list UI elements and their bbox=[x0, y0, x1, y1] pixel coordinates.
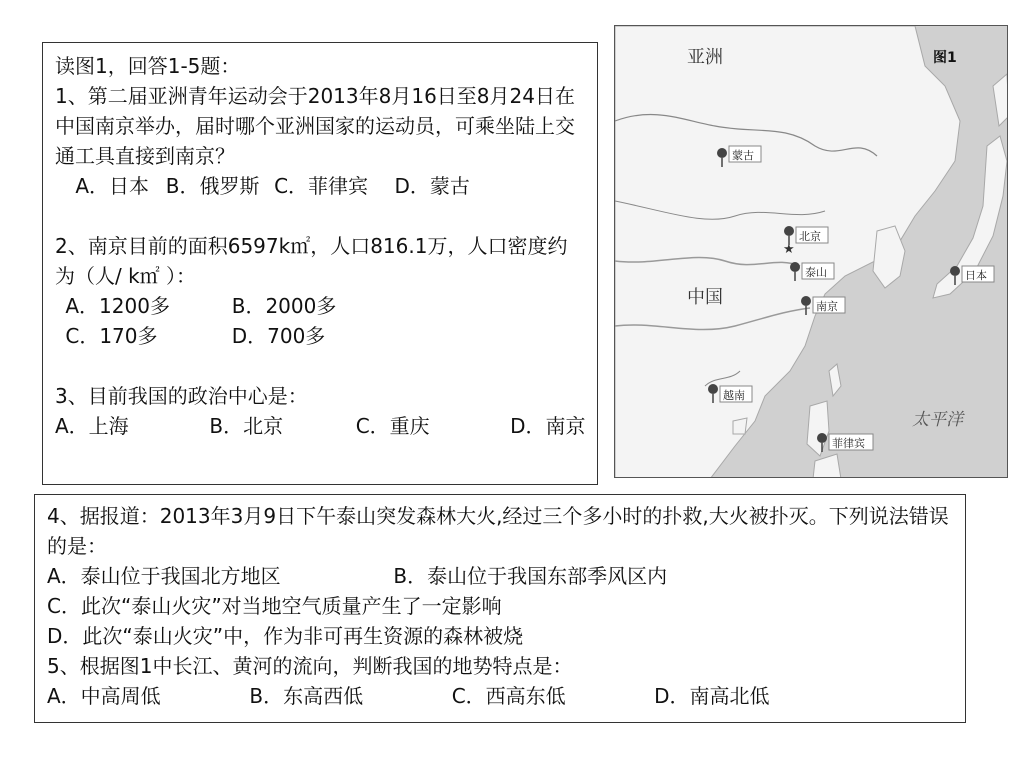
capital-star-icon: ★ bbox=[783, 242, 795, 257]
q5-option-d: D．南高北低 bbox=[654, 684, 770, 708]
region-label-asia: 亚洲 bbox=[687, 47, 723, 68]
question-4: 4、据报道：2013年3月9日下午泰山突发森林大火,经过三个多小时的扑救,大火被扑灭。下列说法错误的是： bbox=[47, 504, 949, 558]
q2-option-b: B．2000多 bbox=[231, 294, 337, 318]
q1-option-b: B．俄罗斯 bbox=[165, 174, 260, 198]
q5-option-b: B．东高西低 bbox=[249, 684, 364, 708]
q2-option-c: C．170多 bbox=[65, 324, 158, 348]
question-5: 5、根据图1中长江、黄河的流向，判断我国的地势特点是： bbox=[47, 654, 573, 678]
q4-option-c: C．此次“泰山火灾”对当地空气质量产生了一定影响 bbox=[47, 594, 502, 618]
question-2-options-row-1 bbox=[55, 291, 587, 321]
intro-text: 读图1，回答1-5题： bbox=[55, 54, 241, 78]
figure-label: 图1 bbox=[933, 50, 957, 66]
q3-option-c: C．重庆 bbox=[355, 414, 430, 438]
q5-option-c: C．西高东低 bbox=[451, 684, 566, 708]
q5-option-a: A．中高周低 bbox=[47, 684, 161, 708]
marker-label-taishan: 泰山 bbox=[805, 266, 827, 279]
q3-option-d: D．南京 bbox=[510, 414, 586, 438]
marker-label-mongolia: 蒙古 bbox=[732, 149, 754, 162]
region-label-china: 中国 bbox=[687, 287, 723, 308]
q2-option-d: D．700多 bbox=[231, 324, 326, 348]
question-2: 2、南京目前的面积6597k㎡，人口816.1万，人口密度约为（人/ k㎡ ）： bbox=[55, 234, 568, 288]
question-3: 3、目前我国的政治中心是： bbox=[55, 384, 308, 408]
q3-option-b: B．北京 bbox=[209, 414, 284, 438]
question-3-options bbox=[55, 411, 587, 441]
q3-option-a: A．上海 bbox=[55, 414, 129, 438]
q1-option-d: D．蒙古 bbox=[394, 174, 470, 198]
q1-option-c: C．菲律宾 bbox=[274, 174, 369, 198]
map-figure bbox=[614, 25, 1008, 478]
question-1: 1、第二届亚洲青年运动会于2013年8月16日至8月24日在中国南京举办，届时哪个亚洲国家的运动员，可乘坐陆上交通工具直接到南京？ bbox=[55, 84, 575, 168]
q4-option-b: B．泰山位于我国东部季风区内 bbox=[393, 564, 668, 588]
question-2-options-row-2 bbox=[55, 321, 587, 351]
marker-label-vietnam: 越南 bbox=[723, 389, 745, 402]
q4-option-a: A．泰山位于我国北方地区 bbox=[47, 564, 281, 588]
question-box-2 bbox=[34, 494, 966, 723]
q1-option-a: A．日本 bbox=[75, 174, 150, 198]
q4-option-d: D．此次“泰山火灾”中，作为非可再生资源的森林被烧 bbox=[47, 624, 524, 648]
question-1-options bbox=[55, 171, 587, 201]
region-label-pacific: 太平洋 bbox=[912, 410, 963, 430]
question-5-options bbox=[47, 681, 955, 711]
question-box-1 bbox=[42, 42, 598, 485]
marker-label-nanjing: 南京 bbox=[816, 300, 838, 313]
q2-option-a: A．1200多 bbox=[65, 294, 170, 318]
marker-label-beijing: 北京 bbox=[799, 230, 821, 243]
question-4-options-row-1 bbox=[47, 561, 955, 591]
marker-label-philippines: 菲律宾 bbox=[832, 437, 865, 450]
marker-label-japan: 日本 bbox=[965, 269, 987, 282]
east-asia-map bbox=[615, 26, 1008, 478]
